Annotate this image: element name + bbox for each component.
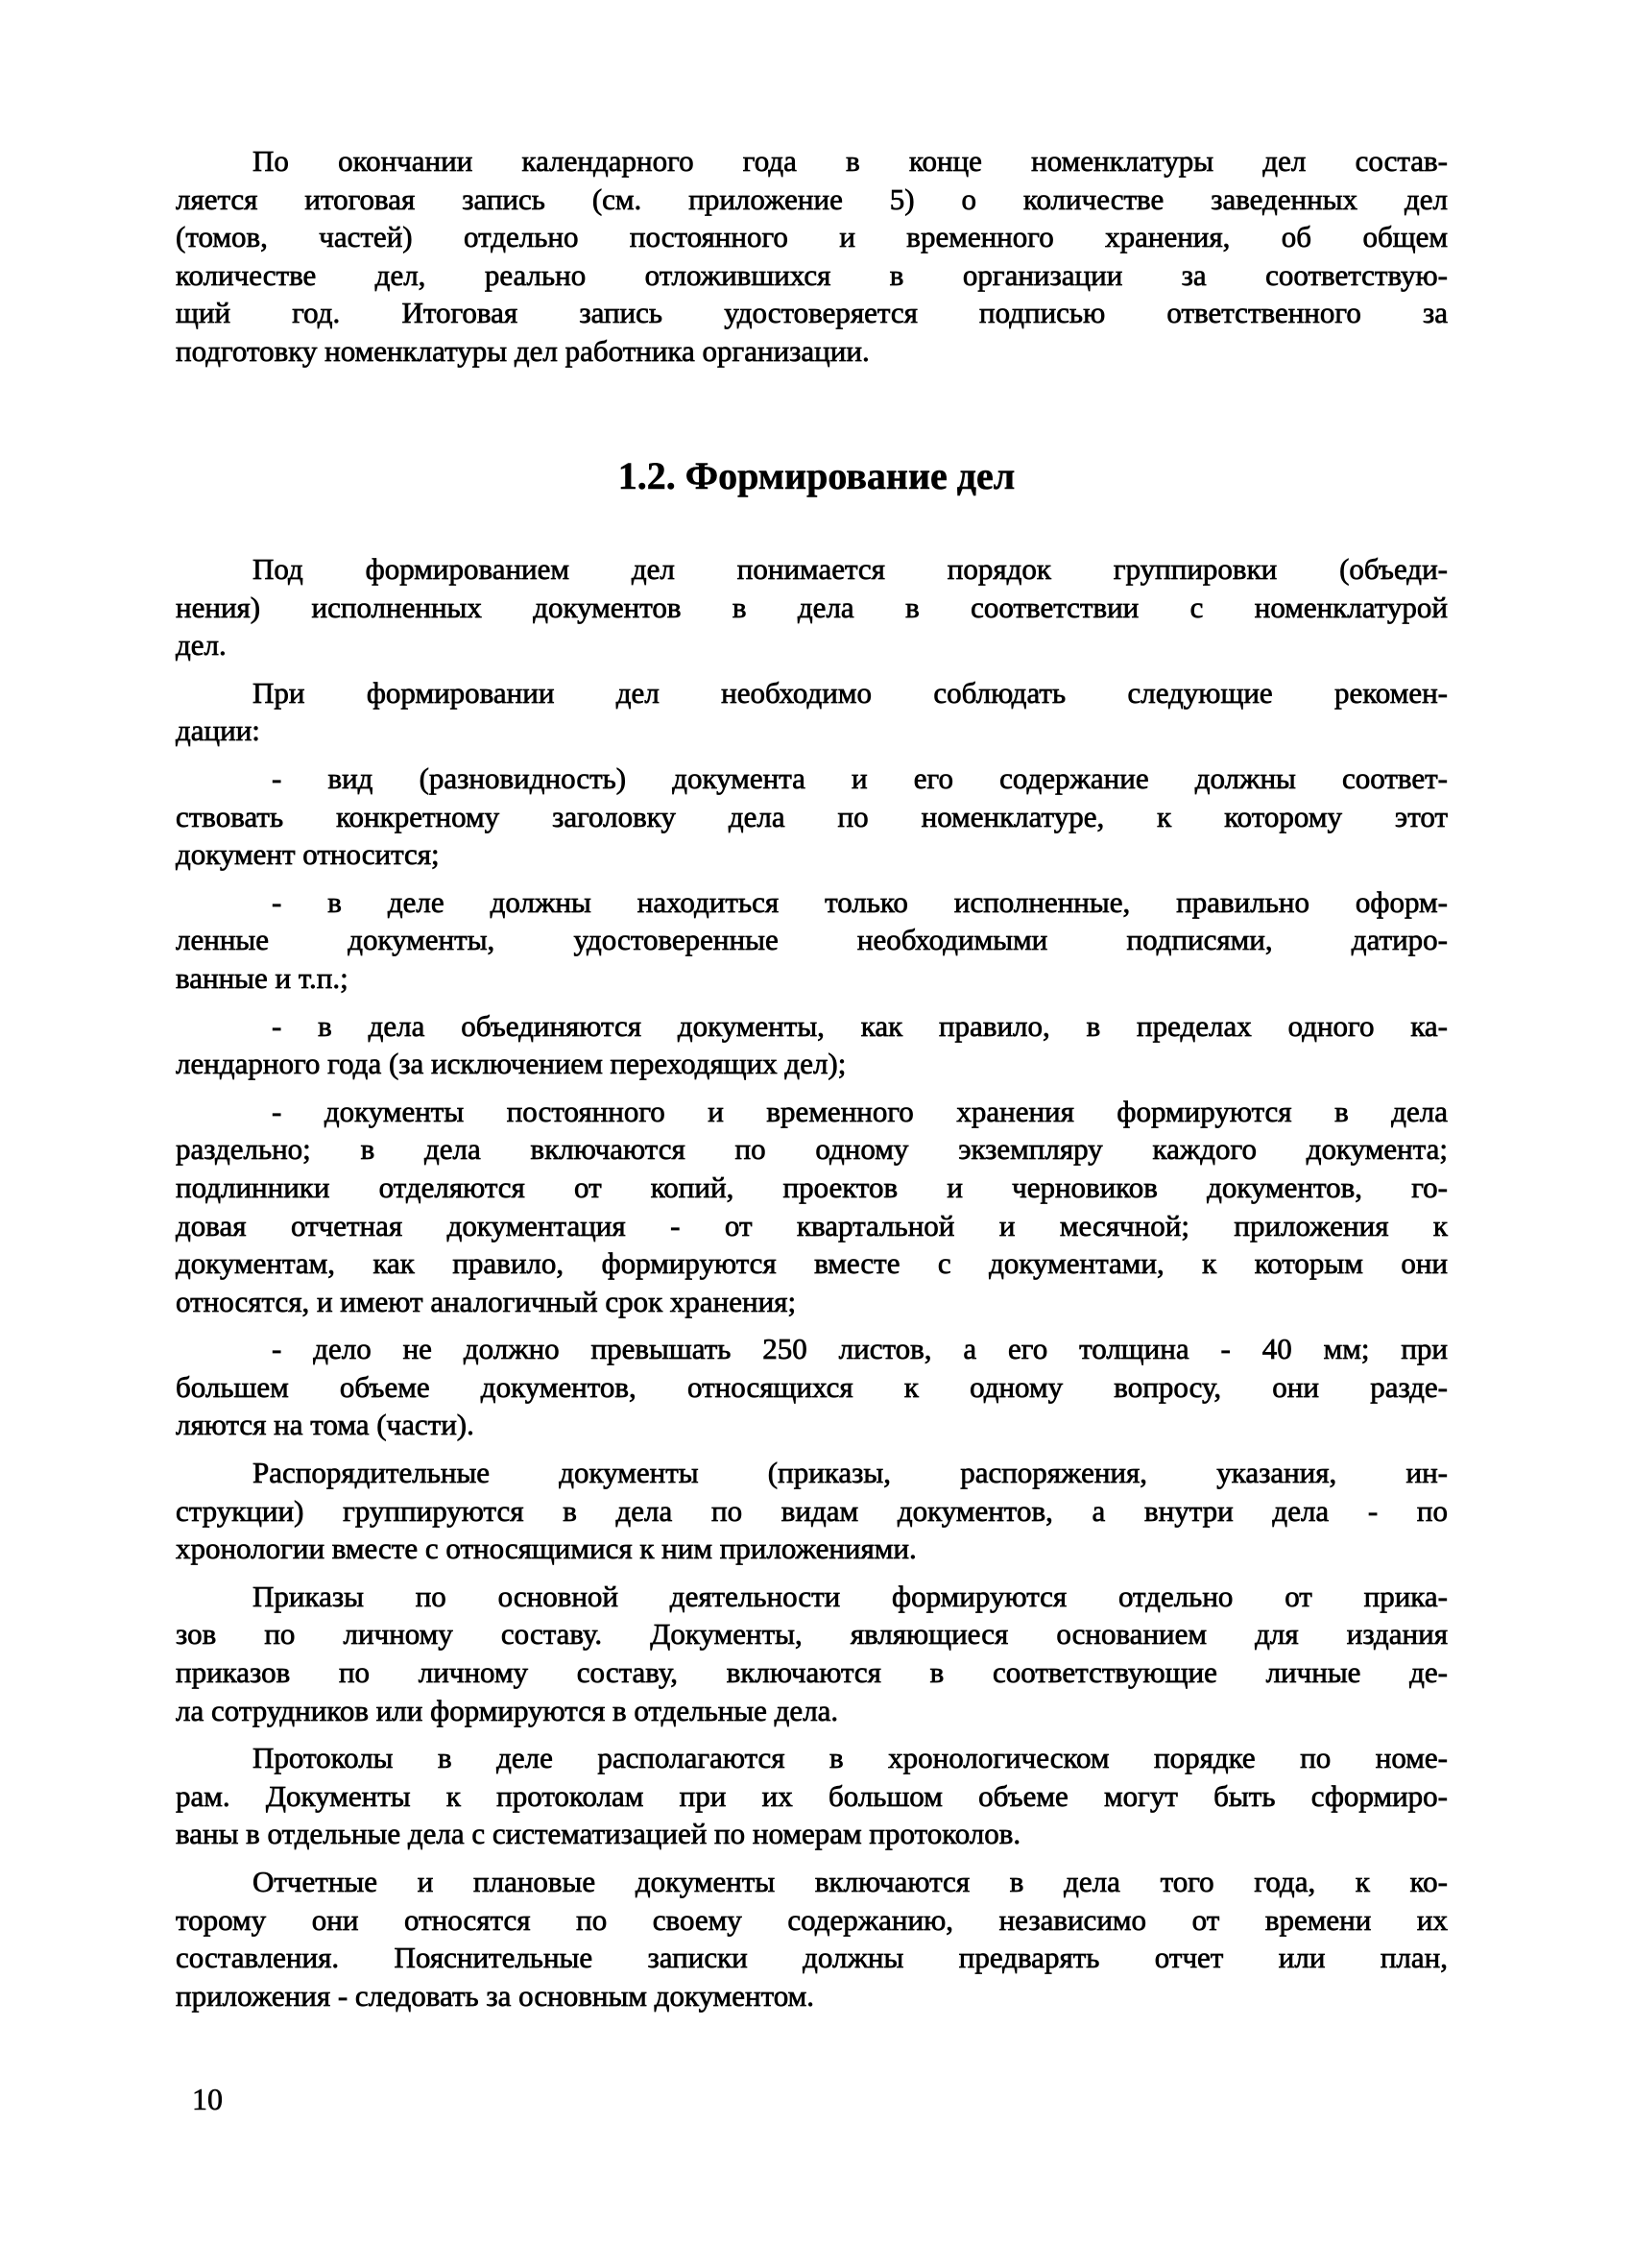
list-item bbox=[176, 1093, 1448, 1321]
text-line: ляются на тома (части). bbox=[176, 1408, 474, 1442]
section-heading: 1.2. Формирование дел bbox=[617, 454, 1016, 497]
text-line: - вид (разновидность) документа и его содержание должны соответ- bbox=[272, 760, 1448, 795]
text-line: составления. Пояснительные записки должны предварять отчет или план, bbox=[176, 1941, 1448, 1975]
paragraph bbox=[176, 1739, 1448, 1853]
text-line: приложения - следовать за основным документом. bbox=[176, 1978, 815, 2013]
text-line: Протоколы в деле располагаются в хронологическом порядке по номе- bbox=[252, 1741, 1448, 1775]
text-line: ленные документы, удостоверенные необходимыми подписями, датиро- bbox=[176, 923, 1448, 957]
text-line: дел. bbox=[176, 628, 227, 663]
text-line: дации: bbox=[176, 713, 260, 748]
text-line: Распорядительные документы (приказы, распоряжения, указания, ин- bbox=[252, 1456, 1448, 1490]
text-line: (томов, частей) отдельно постоянного и временного хранения, об общем bbox=[176, 220, 1448, 254]
text-line: ванные и т.п.; bbox=[176, 960, 348, 995]
paragraph bbox=[176, 674, 1448, 750]
text-line: нения) исполненных документов в дела в соответствии с номенклатурой bbox=[176, 590, 1448, 624]
text-line: ваны в отдельные дела с систематизацией по номерам протоколов. bbox=[176, 1817, 1021, 1851]
list-item bbox=[176, 760, 1448, 874]
paragraph bbox=[176, 1578, 1448, 1729]
paragraph bbox=[176, 1454, 1448, 1568]
text-line: - дело не должно превышать 250 листов, а его толщина - 40 мм; при bbox=[272, 1332, 1448, 1366]
list-item bbox=[176, 1330, 1448, 1444]
text-line: большем объеме документов, относящихся к одному вопросу, они разде- bbox=[176, 1369, 1448, 1404]
text-line: - документы постоянного и временного хранения формируются в дела bbox=[272, 1094, 1448, 1128]
list-item bbox=[176, 883, 1448, 998]
text-line: ла сотрудников или формируются в отдельные дела. bbox=[176, 1693, 839, 1727]
text-line: По окончании календарного года в конце номенклатуры дел состав- bbox=[252, 144, 1448, 178]
text-line: торому они относятся по своему содержанию, независимо от времени их bbox=[176, 1902, 1448, 1937]
page-number: 10 bbox=[192, 2082, 223, 2116]
paragraph bbox=[176, 1863, 1448, 2015]
text-line: струкции) группируются в дела по видам документов, а внутри дела - по bbox=[176, 1493, 1448, 1528]
intro-paragraph bbox=[176, 142, 1448, 380]
text-line: подлинники отделяются от копий, проектов и черновиков документов, го- bbox=[176, 1170, 1448, 1204]
text-line: лендарного года (за исключением переходящих дел); bbox=[176, 1047, 847, 1081]
text-line: документам, как правило, формируются вместе с документами, к которым они bbox=[176, 1246, 1448, 1281]
paragraph bbox=[176, 142, 1448, 371]
text-line: Отчетные и плановые документы включаются в дела того года, к ко- bbox=[252, 1865, 1448, 1898]
list-item bbox=[176, 1007, 1448, 1083]
text-line: ствовать конкретному заголовку дела по номенклатуре, к которому этот bbox=[176, 799, 1448, 833]
text-line: количестве дел, реально отложившихся в организации за соответствую- bbox=[176, 257, 1448, 292]
text-line: приказов по личному составу, включаются в соответствующие личные де- bbox=[176, 1655, 1448, 1690]
text-line: зов по личному составу. Документы, являющиеся основанием для издания bbox=[176, 1617, 1448, 1652]
text-line: относятся, и имеют аналогичный срок хранения; bbox=[176, 1284, 797, 1318]
text-line: Приказы по основной деятельности формируются отдельно от прика- bbox=[252, 1579, 1448, 1613]
text-line: довая отчетная документация - от квартальной и месячной; приложения к bbox=[176, 1208, 1448, 1243]
text-line: документ относится; bbox=[176, 837, 440, 872]
text-line: щий год. Итоговая запись удостоверяется подписью ответственного за bbox=[176, 296, 1448, 330]
text-line: - в деле должны находиться только исполненные, правильно оформ- bbox=[272, 884, 1448, 919]
text-line: раздельно; в дела включаются по одному экземпляру каждого документа; bbox=[176, 1132, 1448, 1167]
text-line: хронологии вместе с относящимися к ним приложениями. bbox=[176, 1532, 917, 1566]
text-line: подготовку номенклатуры дел работника организации. bbox=[176, 333, 870, 368]
section-body bbox=[176, 550, 1448, 2024]
text-line: При формировании дел необходимо соблюдать следующие рекомен- bbox=[252, 675, 1448, 710]
paragraph bbox=[176, 550, 1448, 664]
text-line: - в дела объединяются документы, как правило, в пределах одного ка- bbox=[272, 1008, 1448, 1043]
text-line: Под формированием дел понимается порядок группировки (объеди- bbox=[252, 552, 1448, 586]
text-line: ляется итоговая запись (см. приложение 5) о количестве заведенных дел bbox=[176, 181, 1448, 216]
text-line: рам. Документы к протоколам при их большом объеме могут быть сформиро- bbox=[176, 1778, 1448, 1813]
